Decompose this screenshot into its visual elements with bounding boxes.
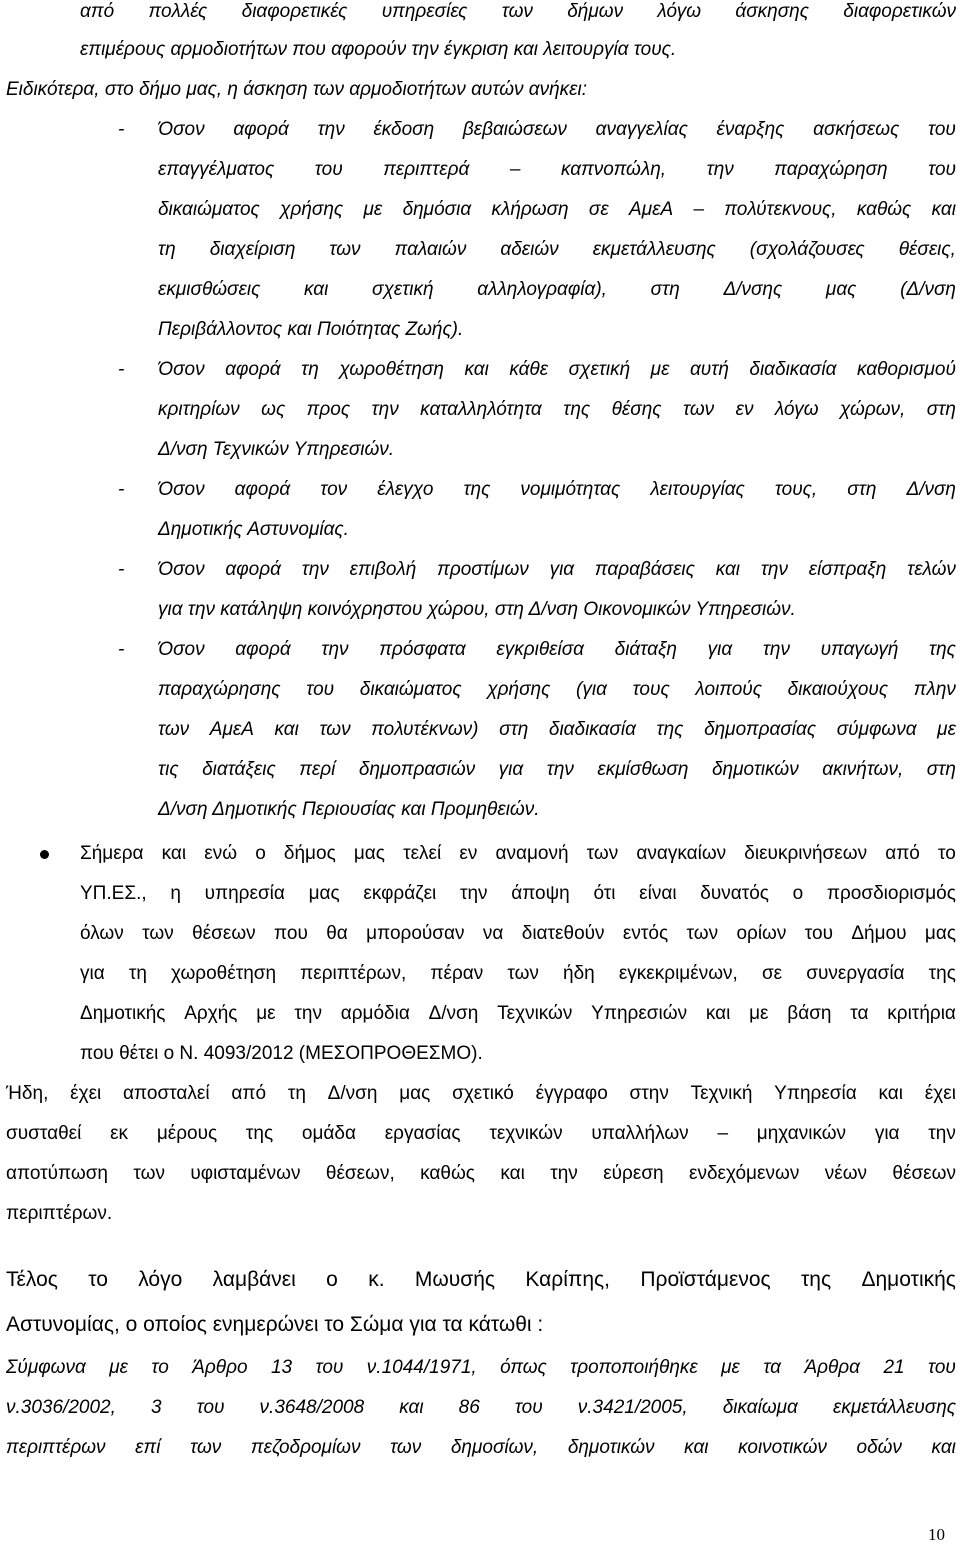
bullet-line: Σήμερα και ενώ ο δήμος μας τελεί εν αναμονή των αναγκαίων διευκρινήσεων από το [80, 843, 956, 864]
list-item-line: επαγγέλματος του περιπτερά – καπνοπώλη, την παραχώρηση του [158, 159, 956, 180]
italic-line: ν.3036/2002, 3 του ν.3648/2008 και 86 του ν.3421/2005, δικαίωμα εκμετάλλευσης [6, 1397, 956, 1418]
list-item-line: τις διατάξεις περί δημοπρασιών για την εκμίσθωση δημοτικών ακινήτων, στη [158, 759, 956, 780]
list-dash: - [118, 359, 125, 380]
list-item-line: Δ/νση Δημοτικής Περιουσίας και Προμηθειών. [158, 799, 540, 820]
bullet-icon [40, 850, 49, 859]
list-dash: - [118, 119, 125, 140]
bullet-line: για τη χωροθέτηση περιπτέρων, πέραν των ήδη εγκεκριμένων, σε συνεργασία της [80, 963, 956, 984]
list-item-line: Δημοτικής Αστυνομίας. [158, 519, 349, 540]
list-item-line: κριτηρίων ως προς την καταλληλότητα της θέσης των εν λόγω χώρων, στη [158, 399, 956, 420]
bullet-line: που θέτει ο Ν. 4093/2012 (ΜΕΣΟΠΡΟΘΕΣΜΟ). [80, 1043, 483, 1064]
text-line: από πολλές διαφορετικές υπηρεσίες των δήμων λόγω άσκησης διαφορετικών [80, 1, 956, 22]
list-item-line: Όσον αφορά την έκδοση βεβαιώσεων αναγγελίας έναρξης ασκήσεως του [158, 119, 956, 140]
list-item-line: Όσον αφορά την πρόσφατα εγκριθείσα διάταξη για την υπαγωγή της [158, 639, 956, 660]
list-item-line: των ΑμεΑ και των πολυτέκνων) στη διαδικασία της δημοπρασίας σύμφωνα με [158, 719, 956, 740]
text-line: επιμέρους αρμοδιοτήτων που αφορούν την έγκριση και λειτουργία τους. [80, 39, 677, 60]
text-line: Ειδικότερα, στο δήμο μας, η άσκηση των αρμοδιοτήτων αυτών ανήκει: [6, 79, 588, 100]
list-item-line: δικαιώματος χρήσης με δημόσια κλήρωση σε ΑμεΑ – πολύτεκνους, καθώς και [158, 199, 956, 220]
list-item-line: παραχώρησης του δικαιώματος χρήσης (για τους λοιπούς δικαιούχους πλην [158, 679, 956, 700]
list-item-line: Όσον αφορά τον έλεγχο της νομιμότητας λειτουργίας τους, στη Δ/νση [158, 479, 956, 500]
bullet-line: όλων των θέσεων που θα μπορούσαν να διατεθούν εντός των ορίων του Δήμου μας [80, 923, 956, 944]
paragraph-line: αποτύπωση των υφισταμένων θέσεων, καθώς και την εύρεση ενδεχόμενων νέων θέσεων [6, 1163, 956, 1184]
italic-line: περιπτέρων επί των πεζοδρομίων των δημοσίων, δημοτικών και κοινοτικών οδών και [6, 1437, 956, 1458]
list-item-line: Περιβάλλοντος και Ποιότητας Ζωής). [158, 319, 464, 340]
list-item-line: Όσον αφορά την επιβολή προστίμων για παραβάσεις και την είσπραξη τελών [158, 559, 956, 580]
list-item-line: τη διαχείριση των παλαιών αδειών εκμετάλλευσης (σχολάζουσες θέσεις, [158, 239, 956, 260]
page-number: 10 [928, 1525, 945, 1544]
paragraph-line: Ήδη, έχει αποσταλεί από τη Δ/νση μας σχετικό έγγραφο στην Τεχνική Υπηρεσία και έχει [6, 1083, 956, 1104]
list-dash: - [118, 639, 125, 660]
list-item-line: Όσον αφορά τη χωροθέτηση και κάθε σχετική με αυτή διαδικασία καθορισμού [158, 359, 956, 380]
list-item-line: για την κατάληψη κοινόχρηστου χώρου, στη Δ/νση Οικονομικών Υπηρεσιών. [158, 599, 796, 620]
bullet-line: ΥΠ.ΕΣ., η υπηρεσία μας εκφράζει την άποψη ότι είναι δυνατός ο προσδιορισμός [80, 883, 956, 904]
paragraph-line: συσταθεί εκ μέρους της ομάδα εργασίας τεχνικών υπαλλήλων – μηχανικών για την [6, 1123, 956, 1144]
list-dash: - [118, 479, 125, 500]
list-item-line: εκμισθώσεις και σχετική αλληλογραφία), στη Δ/νσης μας (Δ/νση [158, 279, 956, 300]
bullet-line: Δημοτικής Αρχής με την αρμόδια Δ/νση Τεχνικών Υπηρεσιών και με βάση τα κριτήρια [80, 1003, 956, 1024]
paragraph-line: περιπτέρων. [6, 1203, 113, 1224]
italic-line: Σύμφωνα με το Άρθρο 13 του ν.1044/1971, όπως τροποποιήθηκε με τα Άρθρα 21 του [6, 1357, 956, 1378]
list-item-line: Δ/νση Τεχνικών Υπηρεσιών. [158, 439, 395, 460]
closing-line: Αστυνομίας, ο οποίος ενημερώνει το Σώμα για τα κάτωθι : [6, 1313, 544, 1336]
closing-line: Τέλος το λόγο λαμβάνει ο κ. Μωυσής Καρίπης, Προϊστάμενος της Δημοτικής [6, 1268, 956, 1291]
list-dash: - [118, 559, 125, 580]
